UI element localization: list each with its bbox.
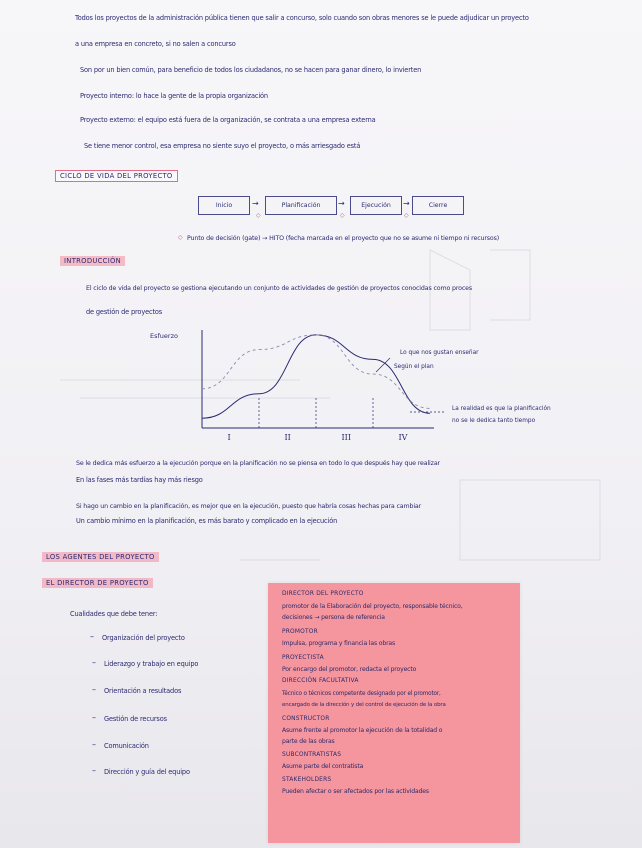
quality-item: Dirección y guía del equipo (104, 768, 190, 776)
note-line: SUBCONTRATISTAS (282, 752, 342, 758)
note-line: Impulsa, programa y financia las obras (282, 640, 396, 647)
phase-ejecucion: Ejecución (350, 196, 402, 215)
director-heading: EL DIRECTOR DE PROYECTO (42, 578, 153, 588)
dash-bullet-icon: – (92, 713, 96, 722)
after-chart-line-2: En las fases más tardías hay más riesgo (76, 476, 203, 484)
note-line: DIRECCIÓN FACULTATIVA (282, 678, 359, 684)
note-line: promotor de la Elaboración del proyecto, responsable técnico, (282, 603, 463, 610)
note-line: Asume parte del contratista (282, 763, 364, 770)
phase-arrow-icon: → (403, 199, 410, 208)
dash-bullet-icon: – (92, 658, 96, 667)
quality-item: Organización del proyecto (102, 634, 185, 642)
chart-series-line-1 (202, 335, 430, 418)
agents-heading: LOS AGENTES DEL PROYECTO (42, 552, 159, 562)
lifecycle-heading: CICLO DE VIDA DEL PROYECTO (55, 170, 178, 182)
introduccion-line-1: El ciclo de vida del proyecto se gestiona ejecutando un conjunto de actividades de gestión de proyectos conocidas como proces (86, 285, 473, 292)
intro-line-2: a una empresa en concreto, si no salen a concurso (75, 40, 236, 48)
effort-chart (140, 322, 600, 450)
phase-cierre: Cierre (412, 196, 464, 215)
dash-bullet-icon: – (90, 632, 94, 641)
intro-line-3: Son por un bien común, para beneficio de todos los ciudadanos, no se hacen para ganar dinero, lo invierten (80, 66, 422, 74)
note-line: Asume frente al promotor la ejecución de la totalidad o (282, 727, 443, 734)
chart-series-line-2 (202, 335, 430, 409)
dash-bullet-icon: – (92, 685, 96, 694)
note-line: PROYECTISTA (282, 655, 324, 661)
quality-item: Gestión de recursos (104, 715, 167, 723)
after-chart-line-4: Un cambio mínimo en la planificación, es más barato y complicado en la ejecución (76, 517, 338, 525)
gate-diamond-icon: ◇ (340, 212, 345, 219)
chart-annotation: no se le dedica tanto tiempo (452, 418, 536, 424)
gate-diamond-icon: ◇ (178, 234, 183, 241)
chart-annotation: Lo que nos gustan enseñar (400, 350, 479, 356)
note-line: Por encargo del promotor, redacta el proyecto (282, 666, 417, 673)
chart-annotation: La realidad es que la planificación (452, 406, 551, 412)
phase-arrow-icon: → (252, 199, 259, 208)
chart-ylabel: Esfuerzo (150, 332, 178, 340)
dash-bullet-icon: – (92, 740, 96, 749)
note-line: encargado de la dirección y del control de ejecución de la obra (282, 702, 446, 708)
note-line: Pueden afectar o ser afectados por las actividades (282, 788, 429, 795)
after-chart-line-3: Si hago un cambio en la planificación, es mejor que en la ejecución, puesto que habría cosas hechas para cambiar (76, 503, 422, 510)
note-line: PROMOTOR (282, 629, 318, 635)
dash-bullet-icon: – (92, 766, 96, 775)
intro-line-4: Proyecto interno: lo hace la gente de la propia organización (80, 92, 268, 100)
note-line: CONSTRUCTOR (282, 716, 330, 722)
quality-item: Liderazgo y trabajo en equipo (104, 660, 199, 668)
note-line: STAKEHOLDERS (282, 777, 332, 783)
after-chart-line-1: Se le dedica más esfuerzo a la ejecución porque en la planificación no se piensa en todo lo que después hay que realizar (76, 460, 440, 467)
gate-diamond-icon: ◇ (404, 212, 409, 219)
intro-line-5: Proyecto externo: el equipo está fuera de la organización, se contrata a una empresa externa (80, 116, 376, 124)
phase-arrow-icon: → (338, 199, 345, 208)
sticky-note (268, 583, 520, 843)
note-line: Técnico o técnicos competente designado por el promotor, (282, 691, 441, 697)
note-line: parte de las obras (282, 738, 335, 745)
introduccion-line-2: de gestión de proyectos (86, 308, 163, 316)
chart-tick-label: III (341, 433, 351, 442)
chart-annotation: Según el plan (394, 364, 434, 370)
gate-diamond-icon: ◇ (256, 212, 261, 219)
chart-tick-label: IV (398, 433, 408, 442)
chart-tick-label: II (284, 433, 291, 442)
quality-item: Comunicación (104, 742, 149, 750)
note-line: decisiones → persona de referencia (282, 614, 385, 621)
phase-inicio: Inicio (198, 196, 250, 215)
gate-note: Punto de decisión (gate) → HITO (fecha marcada en el proyecto que no se asume ni tiempo ni recursos) (187, 235, 500, 242)
quality-item: Orientación a resultados (104, 687, 182, 695)
phase-planificacion: Planificación (265, 196, 337, 215)
intro-line-1: Todos los proyectos de la administración pública tienen que salir a concurso, solo cuando son obras menores se le puede adjudicar un proyecto (75, 14, 529, 22)
qualities-label: Cualidades que debe tener: (70, 610, 158, 618)
intro-line-6: Se tiene menor control, esa empresa no siente suyo el proyecto, o más arriesgado está (84, 142, 361, 150)
introduccion-heading: INTRODUCCIÓN (60, 256, 125, 266)
chart-tick-label: I (227, 433, 231, 442)
note-line: DIRECTOR DEL PROYECTO (282, 591, 364, 597)
